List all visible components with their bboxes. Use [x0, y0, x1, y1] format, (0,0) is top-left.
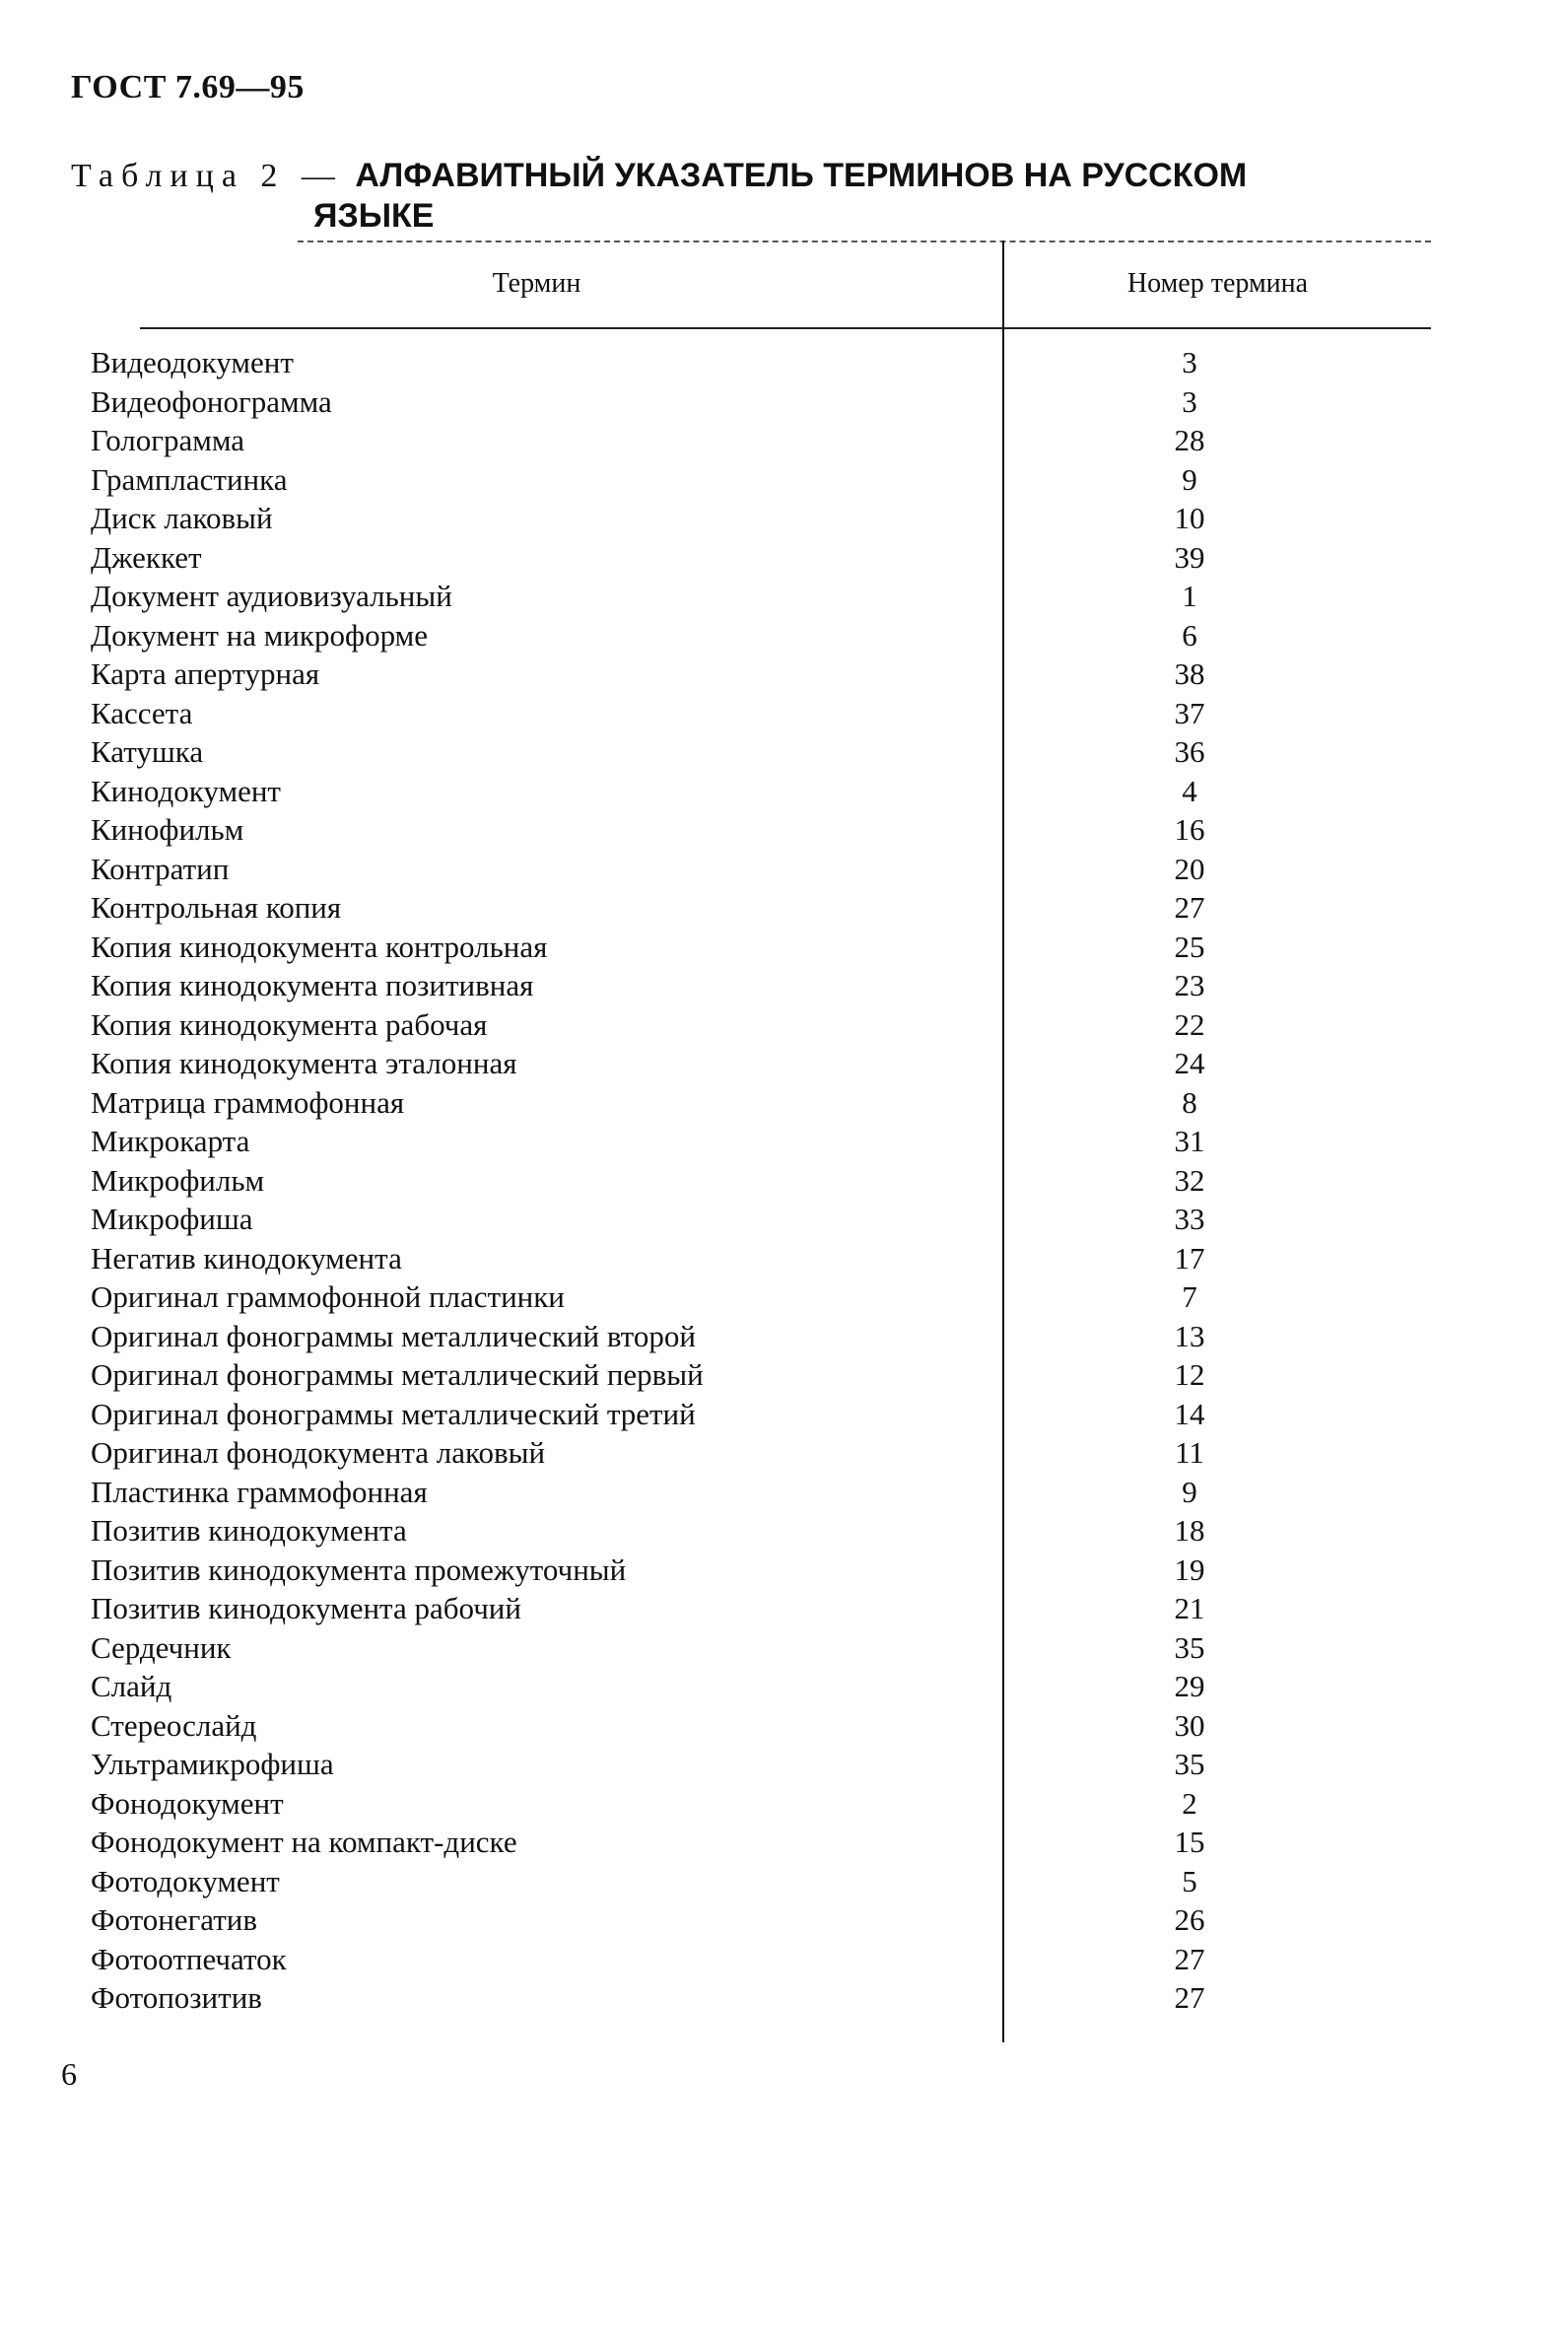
term-cell: Ультрамикрофиша: [91, 1747, 334, 1781]
term-number-cell: 19: [1174, 1551, 1205, 1587]
term-cell: Позитив кинодокумента промежуточный: [91, 1551, 627, 1587]
table-row: [71, 499, 1431, 538]
table-row: [71, 1551, 1431, 1590]
term-number-cell: 27: [1174, 1980, 1205, 2015]
term-cell: Грампластинка: [91, 461, 288, 497]
term-number-cell: 8: [1182, 1084, 1197, 1120]
term-number-cell: 17: [1174, 1240, 1205, 1275]
term-number-cell: 12: [1174, 1357, 1205, 1392]
term-cell: Документ аудиовизуальный: [91, 579, 452, 613]
term-number-cell: 35: [1174, 1629, 1205, 1665]
table-row: [71, 850, 1431, 889]
term-cell: Документ на микроформе: [91, 617, 428, 653]
term-cell: Фонодокумент на компакт-диске: [91, 1825, 517, 1859]
table-body: [71, 343, 1431, 2018]
term-number-cell: 4: [1182, 773, 1197, 808]
table-row: [71, 1978, 1431, 2018]
term-cell: Кассета: [91, 695, 193, 730]
term-number-cell: 3: [1182, 383, 1197, 419]
table-caption-title-line2: ЯЗЫКЕ: [313, 197, 435, 235]
table-row: [71, 421, 1431, 460]
table-caption: [71, 156, 1431, 236]
column-header-term: Термин: [492, 268, 581, 299]
term-number-cell: 31: [1174, 1124, 1205, 1158]
table-row: [71, 1745, 1431, 1784]
table-row: [71, 1667, 1431, 1706]
table-row: [71, 1706, 1431, 1746]
term-cell: Видеодокумент: [91, 345, 294, 379]
table-row: [71, 577, 1431, 616]
table-row: [71, 1317, 1431, 1356]
term-number-cell: 35: [1174, 1747, 1205, 1781]
term-cell: Контратип: [91, 851, 230, 886]
page-number: 6: [61, 2056, 77, 2092]
table-row: [71, 810, 1431, 850]
table-row: [71, 1862, 1431, 1901]
table-header-rule: [140, 327, 1431, 329]
table-row: [71, 538, 1431, 578]
table-caption-title-line1: АЛФАВИТНЫЙ УКАЗАТЕЛЬ ТЕРМИНОВ НА РУССКОМ: [355, 157, 1248, 194]
term-cell: Фотодокумент: [91, 1863, 280, 1898]
table-row: [71, 1161, 1431, 1201]
term-number-cell: 33: [1174, 1202, 1205, 1236]
term-cell: Оригинал фонограммы металлический первый: [91, 1357, 704, 1392]
term-number-cell: 15: [1174, 1825, 1205, 1859]
term-cell: Голограмма: [91, 423, 245, 457]
term-number-cell: 28: [1174, 423, 1205, 457]
table-row: [71, 343, 1431, 382]
term-cell: Видеофонограмма: [91, 383, 332, 419]
term-cell: Кинодокумент: [91, 773, 281, 808]
table-row: [71, 616, 1431, 655]
term-number-cell: 3: [1182, 345, 1197, 379]
term-cell: Копия кинодокумента позитивная: [91, 968, 534, 1002]
term-cell: Копия кинодокумента рабочая: [91, 1006, 488, 1042]
term-number-cell: 37: [1174, 695, 1205, 730]
term-number-cell: 36: [1174, 734, 1205, 769]
term-cell: Стереослайд: [91, 1707, 257, 1743]
table-row: [71, 1784, 1431, 1824]
column-header-number: Номер термина: [1126, 268, 1309, 299]
table-row: [71, 1355, 1431, 1395]
term-cell: Катушка: [91, 734, 204, 769]
term-number-cell: 9: [1182, 1474, 1197, 1509]
term-cell: Пластинка граммофонная: [91, 1474, 428, 1509]
term-number-cell: 13: [1174, 1318, 1205, 1353]
term-cell: Фотопозитив: [91, 1980, 262, 2015]
term-number-cell: 1: [1182, 579, 1197, 613]
table-row: [71, 1589, 1431, 1628]
term-number-cell: 18: [1174, 1513, 1205, 1548]
table-row: [71, 1473, 1431, 1512]
table-row: [71, 1940, 1431, 1979]
table-row: [71, 1083, 1431, 1123]
table-row: [71, 1122, 1431, 1161]
term-cell: Микрокарта: [91, 1124, 250, 1158]
term-number-cell: 10: [1174, 501, 1205, 535]
term-number-cell: 32: [1174, 1162, 1205, 1198]
table-row: [71, 1511, 1431, 1551]
table-row: [71, 694, 1431, 733]
term-cell: Оригинал фонограммы металлический третий: [91, 1396, 696, 1431]
term-number-cell: 21: [1174, 1591, 1205, 1625]
term-cell: Оригинал фонограммы металлический второй: [91, 1318, 696, 1353]
term-number-cell: 26: [1174, 1902, 1205, 1937]
term-cell: Копия кинодокумента контрольная: [91, 929, 548, 964]
table-row: [71, 1395, 1431, 1434]
term-number-cell: 39: [1174, 539, 1205, 575]
term-cell: Негатив кинодокумента: [91, 1240, 402, 1275]
term-cell: Фотонегатив: [91, 1902, 258, 1937]
term-number-cell: 38: [1174, 656, 1205, 691]
term-number-cell: 16: [1174, 812, 1205, 847]
term-number-cell: 24: [1174, 1046, 1205, 1080]
term-number-cell: 11: [1175, 1435, 1204, 1470]
term-number-cell: 9: [1182, 461, 1197, 497]
table-row: [71, 772, 1431, 811]
term-cell: Матрица граммофонная: [91, 1084, 405, 1120]
term-cell: Сердечник: [91, 1629, 232, 1665]
term-number-cell: 7: [1182, 1279, 1197, 1314]
term-number-cell: 20: [1174, 851, 1205, 886]
term-number-cell: 14: [1174, 1396, 1205, 1431]
term-cell: Позитив кинодокумента рабочий: [91, 1591, 521, 1625]
term-cell: Оригинал фонодокумента лаковый: [91, 1435, 546, 1470]
table-row: [71, 382, 1431, 422]
term-cell: Карта апертурная: [91, 656, 320, 691]
table-row: [71, 1628, 1431, 1668]
table-row: [71, 1823, 1431, 1862]
term-number-cell: 22: [1174, 1006, 1205, 1042]
table-row: [71, 1433, 1431, 1473]
term-cell: Копия кинодокумента эталонная: [91, 1046, 517, 1080]
term-cell: Диск лаковый: [91, 501, 273, 535]
term-cell: Позитив кинодокумента: [91, 1513, 407, 1548]
term-number-cell: 27: [1174, 890, 1205, 925]
table-row: [71, 1277, 1431, 1317]
term-cell: Микрофиша: [91, 1202, 253, 1236]
term-cell: Джеккет: [91, 539, 202, 575]
table-row: [71, 1005, 1431, 1045]
terms-index-table: [71, 241, 1431, 2044]
term-cell: Кинофильм: [91, 812, 244, 847]
table-row: [71, 1044, 1431, 1083]
term-number-cell: 30: [1174, 1707, 1205, 1743]
document-id: ГОСТ 7.69—95: [71, 69, 305, 105]
table-row: [71, 655, 1431, 694]
table-row: [71, 732, 1431, 772]
term-number-cell: 23: [1174, 968, 1205, 1002]
term-number-cell: 2: [1182, 1785, 1197, 1821]
term-number-cell: 29: [1174, 1669, 1205, 1703]
table-row: [71, 1200, 1431, 1239]
table-row: [71, 460, 1431, 500]
term-cell: Слайд: [91, 1669, 172, 1703]
table-row: [71, 888, 1431, 928]
table-row: [71, 928, 1431, 967]
term-number-cell: 25: [1174, 929, 1205, 964]
term-number-cell: 27: [1174, 1941, 1205, 1976]
table-row: [71, 1239, 1431, 1278]
table-caption-prefix: Таблица 2 —: [71, 158, 343, 194]
term-cell: Микрофильм: [91, 1162, 265, 1198]
term-cell: Оригинал граммофонной пластинки: [91, 1279, 565, 1314]
table-row: [71, 1900, 1431, 1940]
term-cell: Фонодокумент: [91, 1785, 284, 1821]
term-cell: Контрольная копия: [91, 890, 342, 925]
term-number-cell: 6: [1182, 617, 1197, 653]
table-top-rule: [298, 241, 1431, 242]
term-cell: Фотоотпечаток: [91, 1941, 287, 1976]
table-row: [71, 966, 1431, 1005]
term-number-cell: 5: [1182, 1863, 1197, 1898]
